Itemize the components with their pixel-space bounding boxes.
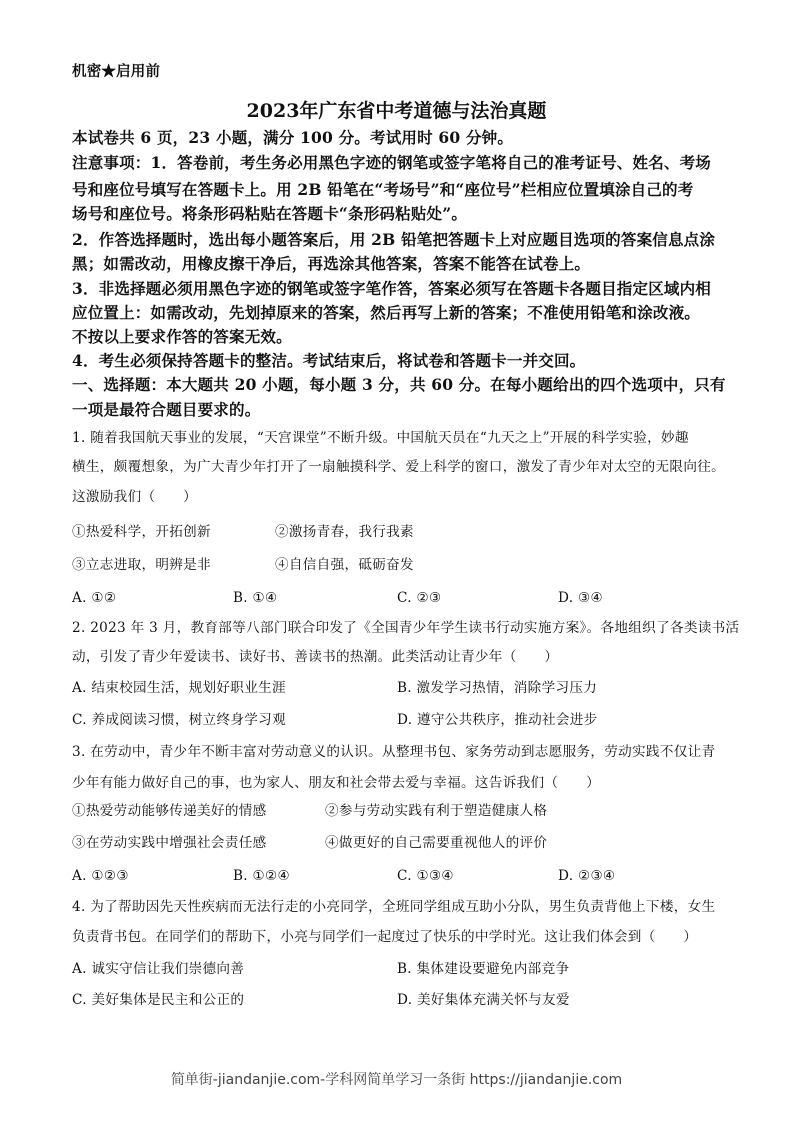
option-b: B. 激发学习热情，消除学习压力 — [397, 680, 598, 696]
question-text: 1. 随着我国航天事业的发展，“天宫课堂”不断升级。中国航天员在“九天之上”开展的科学实验，妙趣 — [72, 430, 689, 446]
statement: ③立志进取，明辨是非 — [72, 557, 211, 573]
question-text: 2. 2023 年 3 月，教育部等八部门联合印发了《全国青少年学生读书行动实施方案》。各地组织了各类读书活 — [72, 620, 740, 636]
statement: ④自信自强，砥砺奋发 — [275, 557, 414, 573]
instruction-line: 黑；如需改动，用橡皮擦干净后，再选涂其他答案，答案不能答在试卷上。 — [72, 254, 591, 273]
confidential-label: 机密★启用前 — [72, 63, 161, 80]
statement: ①热爱科学，开拓创新 — [72, 524, 211, 540]
option-a: A. 诚实守信让我们崇德向善 — [72, 961, 245, 977]
question-text: 这激励我们（ ） — [72, 489, 198, 505]
instruction-line: 注意事项：1．答卷前，考生务必用黑色字迹的钢笔或签字笔将自己的准考证号、姓名、考场 — [72, 153, 711, 172]
instruction-line: 号和座位号填写在答题卡上。用 2B 铅笔在“考场号”和“座位号”栏相应位置填涂自己的考 — [72, 180, 694, 199]
question-text: 少年有能力做好自己的事，也为家人、朋友和社会带去爱与幸福。这告诉我们（ ） — [72, 775, 600, 791]
instruction-line: 不按以上要求作答的答案无效。 — [72, 327, 292, 346]
question-text: 负责背书包。在同学们的帮助下，小亮与同学们一起度过了快乐的中学时光。这让我们体会到（ ） — [72, 929, 698, 945]
option-a: A. ①② — [72, 590, 117, 606]
option-d: D. 遵守公共秩序，推动社会进步 — [397, 712, 598, 728]
statement: ②激扬青春，我行我素 — [275, 524, 414, 540]
option-a: A. ①②③ — [72, 868, 129, 884]
instruction-line: 本试卷共 6 页，23 小题，满分 100 分。考试用时 60 分钟。 — [72, 128, 514, 147]
option-a: A. 结束校园生活，规划好职业生涯 — [72, 680, 286, 696]
instruction-line: 3．非选择题必须用黑色字迹的钢笔或签字笔作答，答案必须写在答题卡各题目指定区域内相 — [72, 279, 711, 298]
statement: ④做更好的自己需要重视他人的评价 — [325, 835, 548, 851]
instruction-line: 场号和座位号。将条形码粘贴在答题卡“条形码粘贴处”。 — [72, 204, 468, 223]
statement: ①热爱劳动能够传递美好的情感 — [72, 803, 267, 819]
question-text: 3. 在劳动中，青少年不断丰富对劳动意义的认识。从整理书包、家务劳动到志愿服务，劳动实践不仅让青 — [72, 744, 716, 760]
option-d: D. 美好集体充满关怀与友爱 — [397, 992, 570, 1008]
question-text: 动，引发了青少年爱读书、读好书、善读书的热潮。此类活动让青少年（ ） — [72, 649, 559, 665]
question-text: 4. 为了帮助因先天性疾病而无法行走的小亮同学，全班同学组成互助小分队，男生负责背他上下楼，女生 — [72, 899, 716, 915]
instruction-line: 应位置上：如需改动，先划掉原来的答案，然后再写上新的答案；不准使用铅笔和涂改液。 — [72, 303, 701, 322]
page-title: 2023年广东省中考道德与法治真题 — [246, 100, 547, 122]
option-c: C. ①③④ — [397, 868, 454, 884]
section-heading: 一、选择题：本大题共 20 小题，每小题 3 分，共 60 分。在每小题给出的四个选项中，只有 — [72, 375, 726, 394]
option-d: D. ②③④ — [558, 868, 616, 884]
option-c: C. 养成阅读习惯，树立终身学习观 — [72, 712, 286, 728]
option-b: B. ①④ — [233, 590, 278, 606]
option-c: C. ②③ — [397, 590, 442, 606]
instruction-line: 2．作答选择题时，选出每小题答案后，用 2B 铅笔把答题卡上对应题目选项的答案信息点涂 — [72, 230, 716, 249]
footer-watermark: 简单街-jiandanjie.com-学科网简单学习一条街 https://jiandanjie.com — [170, 1072, 623, 1088]
option-c: C. 美好集体是民主和公正的 — [72, 992, 245, 1008]
option-d: D. ③④ — [558, 590, 603, 606]
statement: ②参与劳动实践有利于塑造健康人格 — [325, 803, 548, 819]
instruction-line: 4．考生必须保持答题卡的整洁。考试结束后，将试卷和答题卡一并交回。 — [72, 351, 586, 370]
statement: ③在劳动实践中增强社会责任感 — [72, 835, 267, 851]
option-b: B. ①②④ — [233, 868, 290, 884]
question-text: 横生，颇覆想象，为广大青少年打开了一扇触摸科学、爱上科学的窗口，激发了青少年对太空的无限向往。 — [72, 459, 726, 475]
option-b: B. 集体建设要避免内部竞争 — [397, 961, 570, 977]
section-heading: 一项是最符合题目要求的。 — [72, 400, 261, 419]
